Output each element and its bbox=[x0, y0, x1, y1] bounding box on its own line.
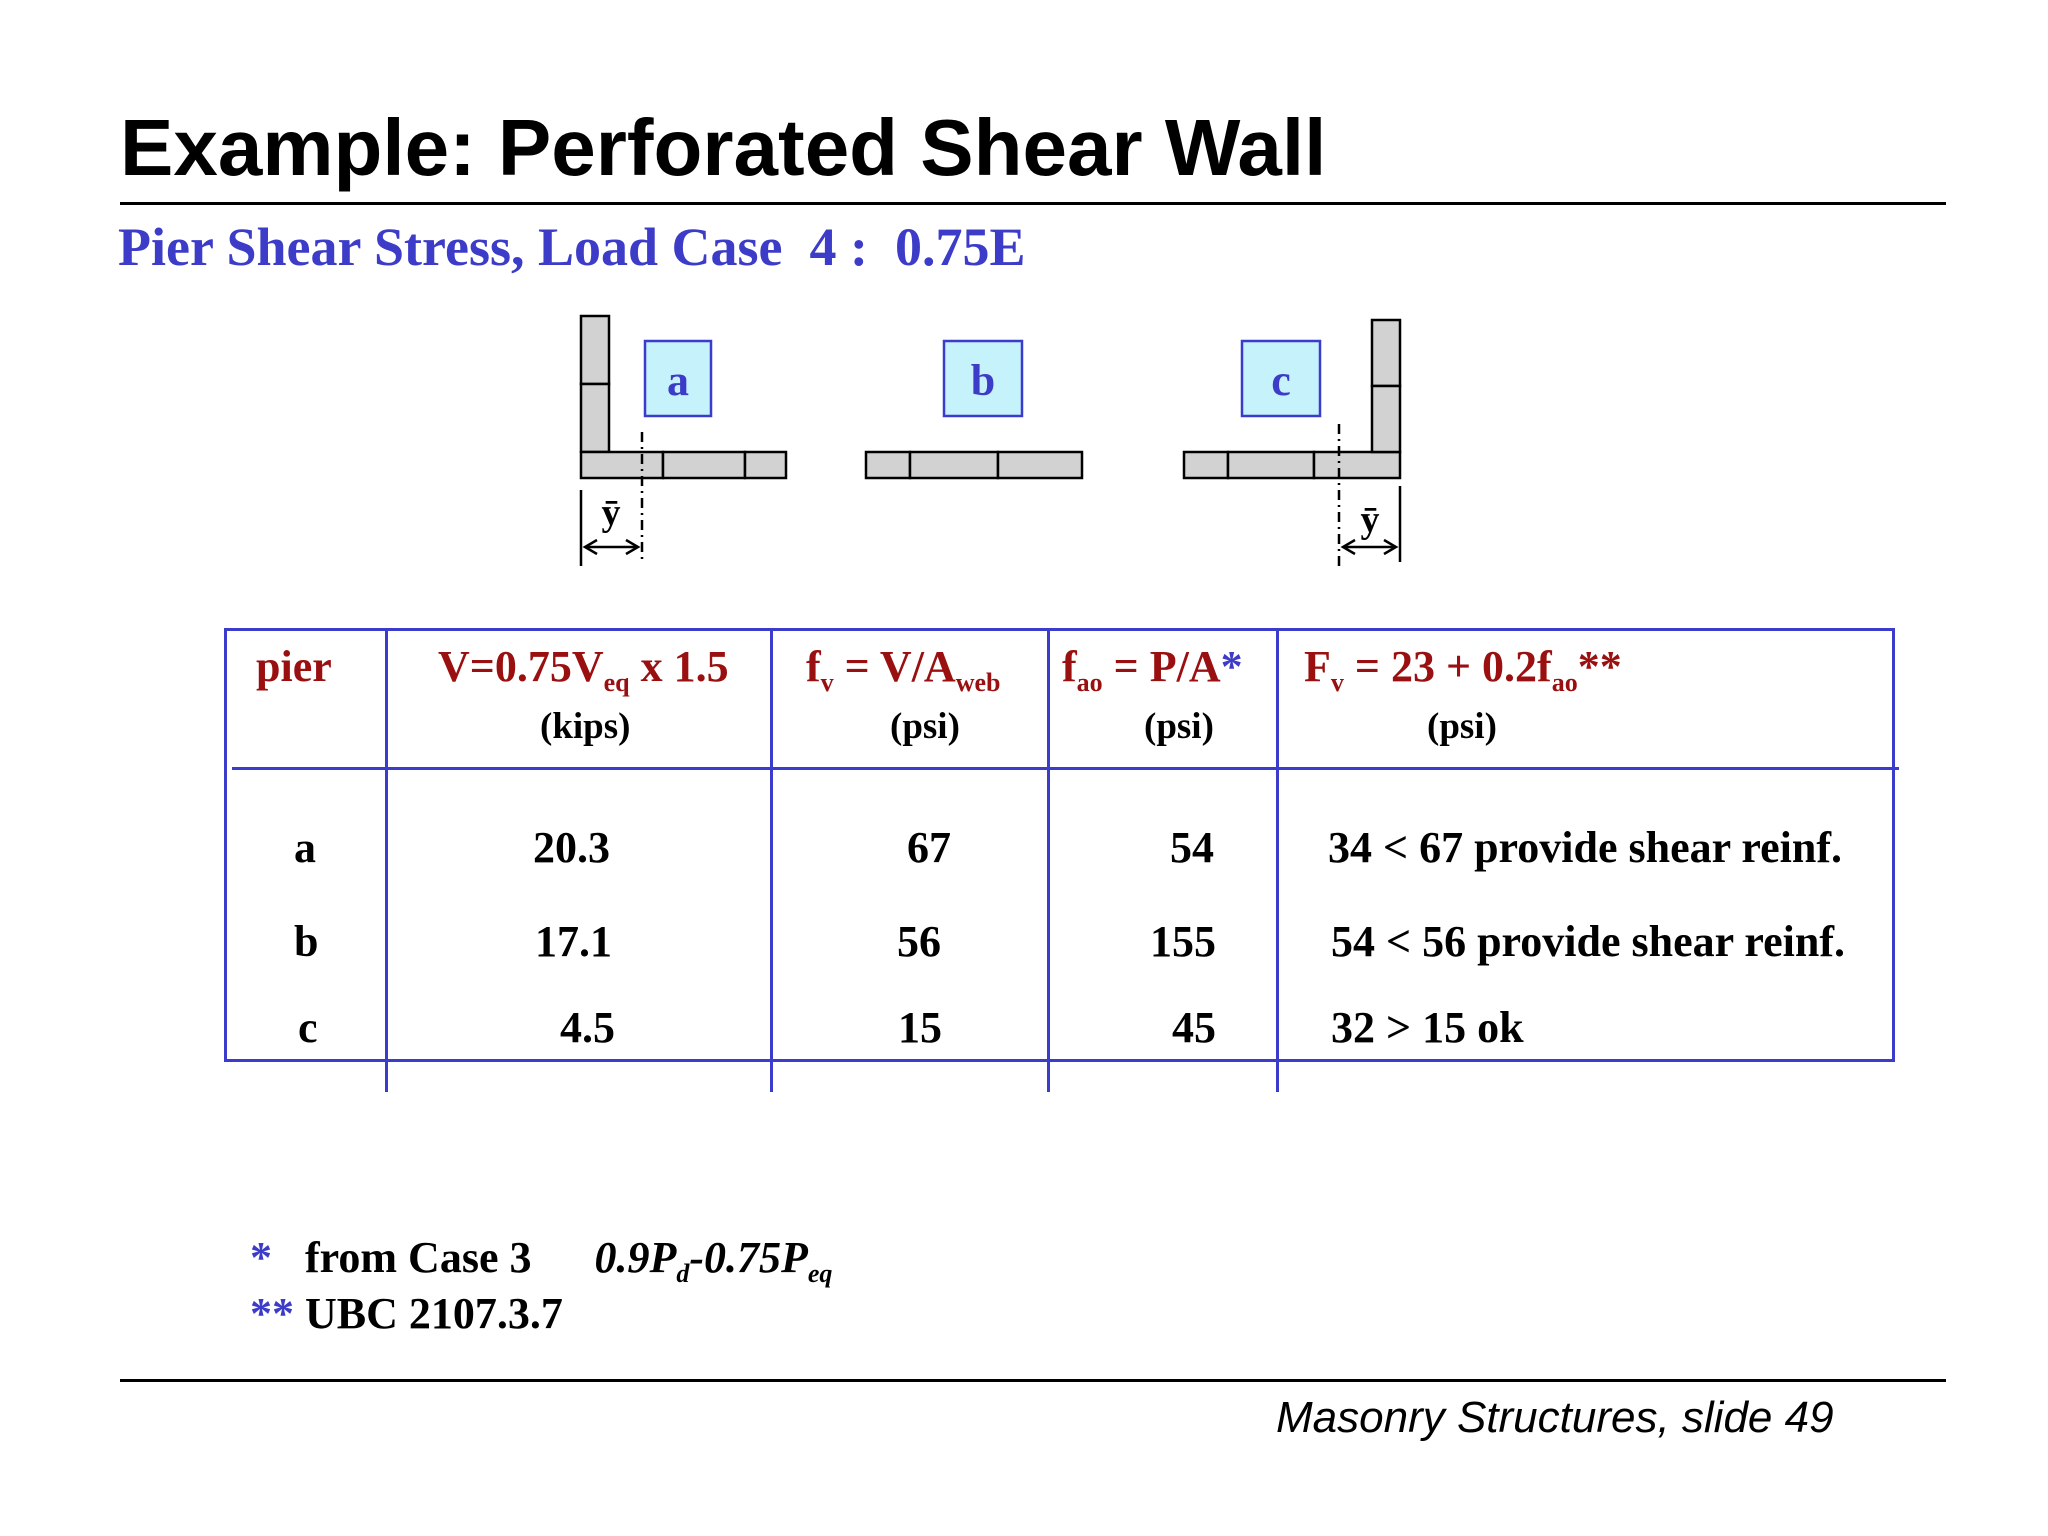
table-cell-Fv: 54 < 56 provide shear reinf. bbox=[1331, 917, 1845, 966]
pier-a-web-2 bbox=[663, 452, 745, 478]
header-pier: pier bbox=[256, 642, 332, 691]
table-cell-pier: b bbox=[294, 917, 319, 966]
table-header-divider bbox=[232, 767, 1899, 770]
footer-text: Masonry Structures, slide 49 bbox=[1276, 1393, 1834, 1442]
pier-b-label: b bbox=[970, 356, 996, 405]
table-top-border bbox=[224, 628, 1895, 631]
footnote-1-text: from Case 3 bbox=[305, 1233, 532, 1282]
header-shear: $V=0.75V_{eq}$ x 1.5 bbox=[438, 642, 729, 697]
table-right-border bbox=[1892, 628, 1895, 1062]
page-subtitle: Pier Shear Stress, Load Case 4 : 0.75E bbox=[118, 217, 1026, 277]
table-cell-v: 4.5 bbox=[560, 1003, 615, 1052]
table-cell-fv: 15 bbox=[898, 1003, 942, 1052]
table-cell-pier: a bbox=[294, 823, 316, 872]
footnote-1-mark: * bbox=[250, 1233, 272, 1282]
pier-a-web-1 bbox=[581, 452, 663, 478]
pier-a-flange-upper bbox=[581, 316, 609, 384]
header-fv-unit: (psi) bbox=[890, 706, 960, 747]
table-cell-pier: c bbox=[298, 1003, 318, 1052]
table-cell-Fv: 32 > 15 ok bbox=[1331, 1003, 1524, 1052]
header-shear-unit: (kips) bbox=[540, 706, 631, 747]
header-fao-unit: (psi) bbox=[1144, 706, 1214, 747]
footnote-2 bbox=[250, 1289, 563, 1338]
table-left-border bbox=[224, 628, 227, 1062]
pier-b-web-2 bbox=[910, 452, 998, 478]
footnote-1 bbox=[250, 1233, 833, 1288]
pier-c-web-2 bbox=[1228, 452, 1314, 478]
pier-b-web-1 bbox=[866, 452, 910, 478]
table-cell-fao: 54 bbox=[1170, 823, 1214, 872]
table-col-divider-2 bbox=[770, 628, 773, 1092]
footnote-2-mark: ** bbox=[250, 1289, 294, 1338]
table-col-divider-3 bbox=[1047, 628, 1050, 1092]
header-fv: $f_v = V/A_{web}$ bbox=[806, 642, 1001, 697]
header-fao: $f_{ao} = P/A*$ bbox=[1062, 642, 1243, 697]
table-col-divider-4 bbox=[1276, 628, 1279, 1092]
footnote-1-formula: $0.9P_d-0.75P_{eq}$ bbox=[594, 1233, 833, 1288]
footnote-2-text: UBC 2107.3.7 bbox=[294, 1289, 563, 1338]
pier-a-web-3 bbox=[745, 452, 786, 478]
header-Fv-unit: (psi) bbox=[1427, 706, 1497, 747]
pier-a-label: a bbox=[667, 356, 689, 405]
table-cell-fao: 45 bbox=[1172, 1003, 1216, 1052]
pier-c-web-1 bbox=[1184, 452, 1228, 478]
pier-c-flange-lower bbox=[1372, 386, 1400, 452]
page-title: Example: Perforated Shear Wall bbox=[120, 103, 1327, 192]
pier-c-ybar: ȳ bbox=[1360, 499, 1380, 541]
pier-a-ybar: ȳ bbox=[601, 492, 621, 534]
table-cell-fv: 56 bbox=[897, 917, 941, 966]
pier-c-flange-upper bbox=[1372, 320, 1400, 386]
pier-c-label: c bbox=[1271, 356, 1291, 405]
table-cell-v: 17.1 bbox=[535, 917, 612, 966]
header-Fv: $F_v = 23 + 0.2f_{ao}**$ bbox=[1304, 642, 1622, 697]
table-cell-v: 20.3 bbox=[533, 823, 610, 872]
pier-c-web-3 bbox=[1314, 452, 1400, 478]
table-bottom-border bbox=[224, 1059, 1895, 1062]
footer-rule bbox=[120, 1379, 1946, 1382]
table-cell-fv: 67 bbox=[907, 823, 951, 872]
table-cell-fao: 155 bbox=[1150, 917, 1216, 966]
table-col-divider-1 bbox=[385, 628, 388, 1092]
pier-a-flange-lower bbox=[581, 384, 609, 452]
pier-diagram bbox=[0, 0, 2048, 600]
table-cell-Fv: 34 < 67 provide shear reinf. bbox=[1328, 823, 1842, 872]
pier-b-web-3 bbox=[998, 452, 1082, 478]
